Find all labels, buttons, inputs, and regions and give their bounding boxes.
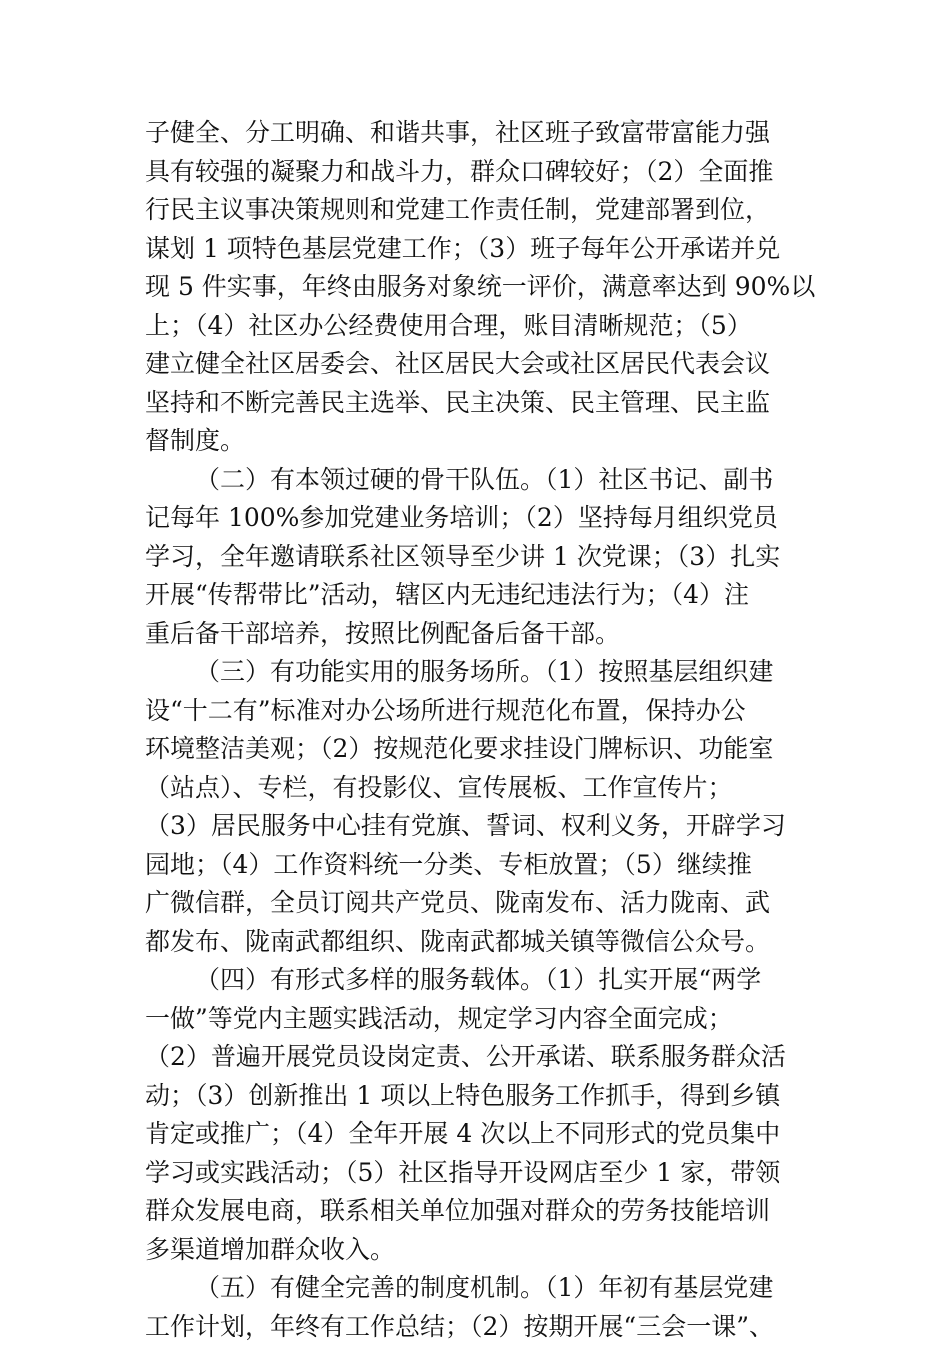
text-line: 广微信群，全员订阅共产党员、陇南发布、活力陇南、武 <box>145 884 825 923</box>
text-line: 群众发展电商，联系相关单位加强对群众的劳务技能培训 <box>145 1192 825 1231</box>
text-line: 记每年 100%参加党建业务培训；（2）坚持每月组织党员 <box>145 499 825 538</box>
text-line: （3）居民服务中心挂有党旗、誓词、权利义务，开辟学习 <box>145 807 825 846</box>
text-line: 具有较强的凝聚力和战斗力，群众口碑较好；（2）全面推 <box>145 153 825 192</box>
text-line: （2）普遍开展党员设岗定责、公开承诺、联系服务群众活 <box>145 1038 825 1077</box>
text-line: 督制度。 <box>145 422 825 461</box>
paragraph-heading-line: （五）有健全完善的制度机制。（1）年初有基层党建 <box>145 1269 825 1308</box>
paragraph-heading-line: （四）有形式多样的服务载体。（1）扎实开展“两学 <box>145 961 825 1000</box>
text-line: 多渠道增加群众收入。 <box>145 1231 825 1270</box>
text-line: 行民主议事决策规则和党建工作责任制，党建部署到位， <box>145 191 825 230</box>
text-line: 学习或实践活动；（5）社区指导开设网店至少 1 家，带领 <box>145 1154 825 1193</box>
paragraph-heading-line: （三）有功能实用的服务场所。（1）按照基层组织建 <box>145 653 825 692</box>
text-line: 都发布、陇南武都组织、陇南武都城关镇等微信公众号。 <box>145 923 825 962</box>
text-line: （站点）、专栏，有投影仪、宣传展板、工作宣传片； <box>145 769 825 808</box>
text-line: 现 5 件实事，年终由服务对象统一评价，满意率达到 90%以 <box>145 268 825 307</box>
text-line: 开展“传帮带比”活动，辖区内无违纪违法行为；（4）注 <box>145 576 825 615</box>
text-line: 上；（4）社区办公经费使用合理，账目清晰规范；（5） <box>145 307 825 346</box>
text-line: 设“十二有”标准对办公场所进行规范化布置，保持办公 <box>145 692 825 731</box>
text-line: 坚持和不断完善民主选举、民主决策、民主管理、民主监 <box>145 384 825 423</box>
text-line: 谋划 1 项特色基层党建工作；（3）班子每年公开承诺并兑 <box>145 230 825 269</box>
text-line: 动；（3）创新推出 1 项以上特色服务工作抓手，得到乡镇 <box>145 1077 825 1116</box>
text-line: 学习，全年邀请联系社区领导至少讲 1 次党课；（3）扎实 <box>145 538 825 577</box>
text-line: 子健全、分工明确、和谐共事，社区班子致富带富能力强 <box>145 114 825 153</box>
text-line: 建立健全社区居委会、社区居民大会或社区居民代表会议 <box>145 345 825 384</box>
text-line: 肯定或推广；（4）全年开展 4 次以上不同形式的党员集中 <box>145 1115 825 1154</box>
text-line: 重后备干部培养，按照比例配备后备干部。 <box>145 615 825 654</box>
paragraph-heading-line: （二）有本领过硬的骨干队伍。（1）社区书记、副书 <box>145 461 825 500</box>
text-line: 一做”等党内主题实践活动，规定学习内容全面完成； <box>145 1000 825 1039</box>
document-body <box>145 114 825 1346</box>
text-line: 工作计划，年终有工作总结；（2）按期开展“三会一课”、 <box>145 1308 825 1346</box>
text-line: 环境整洁美观；（2）按规范化要求挂设门牌标识、功能室 <box>145 730 825 769</box>
text-line: 园地；（4）工作资料统一分类、专柜放置；（5）继续推 <box>145 846 825 885</box>
